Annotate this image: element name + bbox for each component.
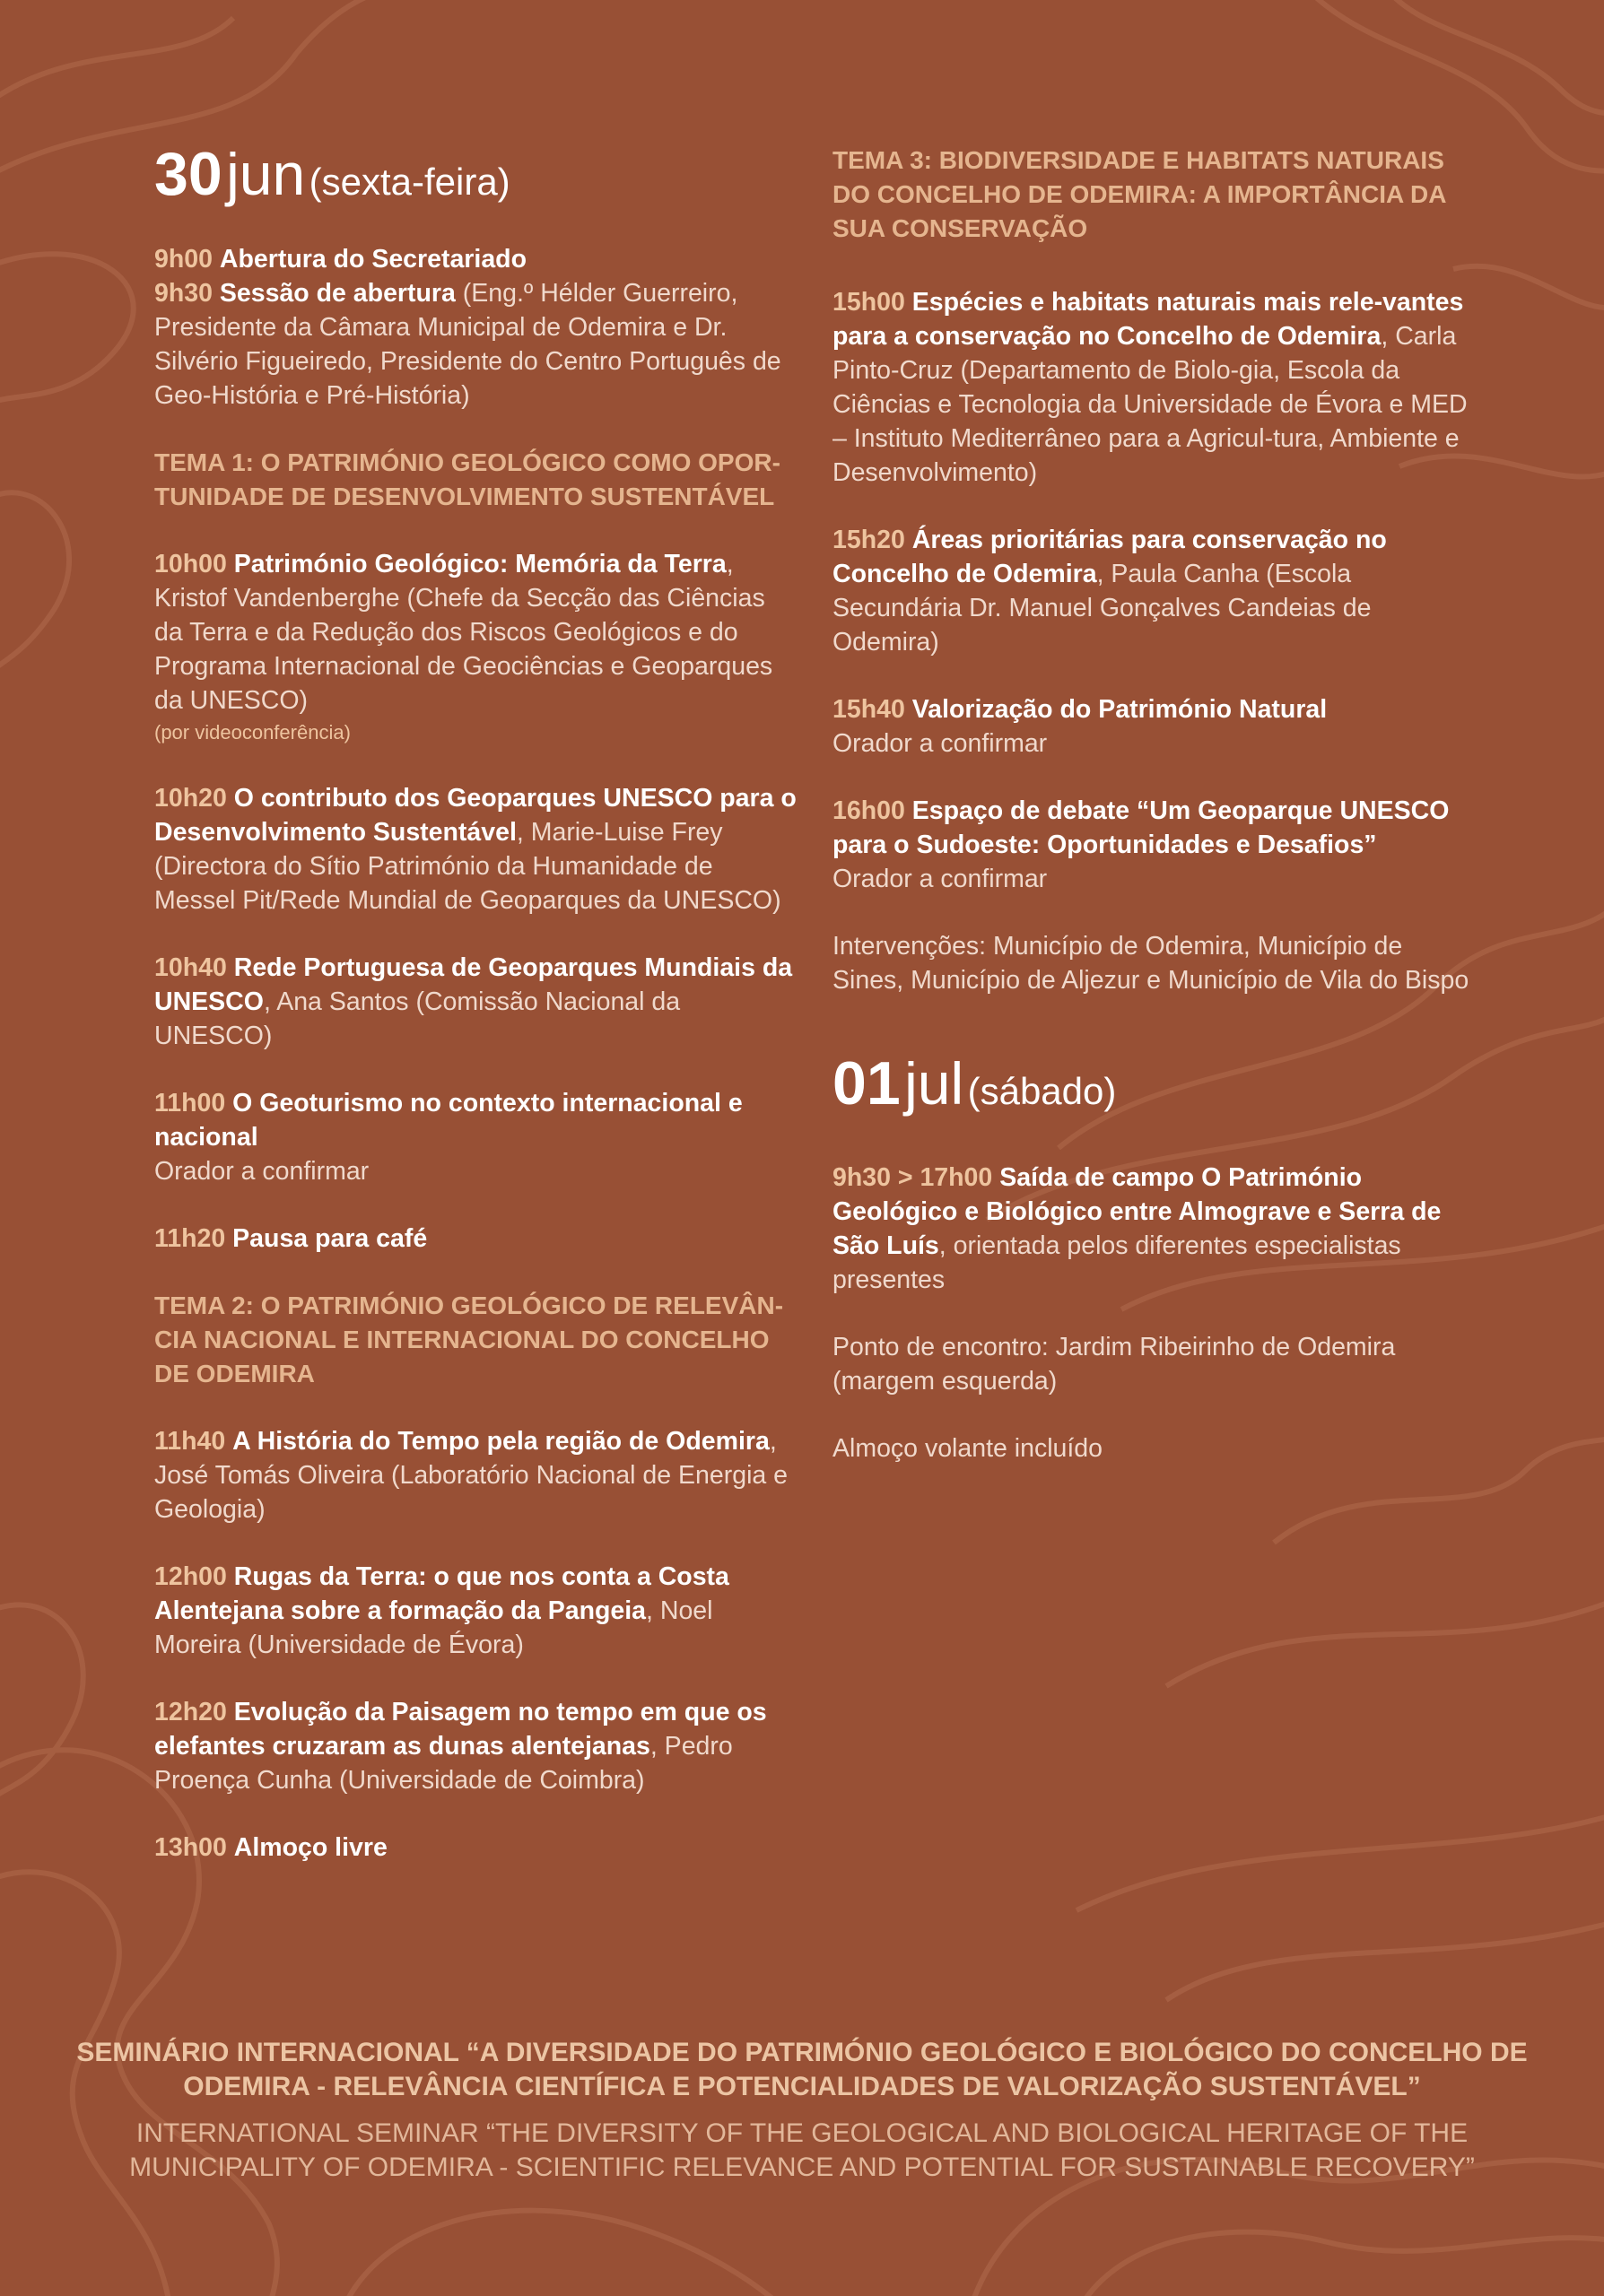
item-time: 9h30 — [154, 279, 213, 308]
item-speaker: , Paula Canha (Escola Secundária Dr. Manuel Gonçalves Candeias de Odemira) — [833, 560, 1372, 657]
schedule-item — [154, 1831, 800, 1865]
item-speaker: , Noel Moreira (Universidade de Évora) — [154, 1596, 713, 1659]
item-time: 15h20 — [833, 526, 905, 554]
item-time: 11h00 — [154, 1089, 226, 1118]
interventions-list: Município de Odemira, Município de Sines, Município de Aljezur e Município de Vila do Bispo — [833, 932, 1469, 995]
item-speaker: , Pedro Proença Cunha (Universidade de Coimbra) — [154, 1732, 733, 1795]
item-title: Espécies e habitats naturais mais rele-vantes para a conservação no Concelho de Odemira — [833, 288, 1464, 351]
day2-weekday: (sábado) — [967, 1070, 1117, 1112]
item-speaker: , Marie-Luise Frey (Directora do Sítio Património da Humanidade de Messel Pit/Rede Mundial de Geoparques da UNESCO) — [154, 818, 781, 915]
schedule-item — [154, 1695, 800, 1797]
item-title: Sessão de abertura — [219, 279, 456, 308]
schedule-item — [154, 951, 800, 1053]
schedule-item — [154, 1222, 800, 1256]
item-speaker: , Ana Santos (Comissão Nacional da UNESCO) — [154, 987, 681, 1050]
item-title: Evolução da Paisagem no tempo em que os elefantes cruzaram as dunas alentejanas — [154, 1698, 767, 1761]
meeting-point-label: Ponto de encontro: — [833, 1333, 1049, 1361]
item-title: Pausa para café — [232, 1224, 428, 1253]
item-time: 9h00 — [154, 245, 213, 274]
theme-heading: TEMA 3: BIODIVERSIDADE E HABITATS NATURAIS DO CONCELHO DE ODEMIRA: A IMPORTÂNCIA DA SUA CONSERVAÇÃO — [833, 146, 1446, 242]
item-speaker: , Kristof Vandenberghe (Chefe da Secção das Ciências da Terra e da Redução dos Riscos Geológicos e do Programa Internacional de Geociências e Geoparques da UNESCO) — [154, 550, 773, 715]
item-speaker: , orientada pelos diferentes especialistas presentes — [833, 1231, 1401, 1294]
item-title: A História do Tempo pela região de Odemira — [232, 1427, 770, 1456]
item-title: O Geoturismo no contexto internacional e nacional — [154, 1089, 743, 1152]
day1-weekday: (sexta-feira) — [309, 161, 510, 203]
lunch-note-text: Almoço volante incluído — [833, 1434, 1103, 1463]
item-speaker: (Eng.º Hélder Guerreiro, Presidente da Câmara Municipal de Odemira e Dr. Silvério Figueiredo, Presidente do Centro Português de Geo-História e Pré-História) — [154, 279, 781, 410]
day2-date: 01 — [833, 1049, 901, 1118]
item-time: 10h40 — [154, 953, 227, 982]
day1-date: 30 — [154, 140, 222, 208]
interventions-label: Intervenções: — [833, 932, 987, 961]
theme-heading: TEMA 2: O PATRIMÓNIO GEOLÓGICO DE RELEVÂN-CIA NACIONAL E INTERNACIONAL DO CONCELHO DE ODEMIRA — [154, 1292, 784, 1387]
item-time: 11h20 — [154, 1224, 226, 1253]
item-time: 10h00 — [154, 550, 227, 578]
meeting-point-value: Jardim Ribeirinho de Odemira (margem esquerda) — [833, 1333, 1396, 1396]
item-speaker: Orador a confirmar — [833, 865, 1048, 893]
day2-month: jul — [904, 1050, 964, 1117]
item-title: Património Geológico: Memória da Terra — [233, 550, 727, 578]
item-title: O contributo dos Geoparques UNESCO para o Desenvolvimento Sustentável — [154, 784, 797, 847]
lunch-note — [833, 1431, 1478, 1465]
seminar-title-en: INTERNATIONAL SEMINAR “THE DIVERSITY OF THE GEOLOGICAL AND BIOLOGICAL HERITAGE OF THE MUNICIPALITY OF ODEMIRA - SCIENTIFIC RELEVANCE AND POTENTIAL FOR SUSTAINABLE RECOVERY” — [129, 2118, 1475, 2182]
item-title: Abertura do Secretariado — [219, 245, 527, 274]
schedule-item — [833, 285, 1478, 490]
right-column — [833, 144, 1478, 1499]
item-note: (por videoconferência) — [154, 721, 351, 744]
interventions — [833, 929, 1478, 997]
seminar-footer — [54, 2036, 1550, 2185]
item-time: 11h40 — [154, 1427, 226, 1456]
item-title: Rugas da Terra: o que nos conta a Costa Alentejana sobre a formação da Pangeia — [154, 1562, 729, 1625]
item-speaker: Orador a confirmar — [833, 729, 1048, 758]
schedule-item — [154, 1086, 800, 1188]
schedule-item — [833, 692, 1478, 761]
item-speaker: , Carla Pinto-Cruz (Departamento de Biolo-gia, Escola da Ciências e Tecnologia da Universidade de Évora e MED – Instituto Mediterrâneo para a Agricul-tura, Ambiente e Desenvolvimento) — [833, 322, 1468, 487]
item-time: 12h20 — [154, 1698, 227, 1726]
item-title: Espaço de debate “Um Geoparque UNESCO para o Sudoeste: Oportunidades e Desafios” — [833, 796, 1450, 859]
item-title: Almoço livre — [233, 1833, 388, 1862]
schedule-item — [154, 547, 800, 748]
item-time: 9h30 > 17h00 — [833, 1163, 993, 1192]
day1-column — [154, 140, 800, 1898]
schedule-item — [154, 781, 800, 918]
item-speaker: , José Tomás Oliveira (Laboratório Nacional de Energia e Geologia) — [154, 1427, 789, 1524]
day1-heading — [154, 140, 800, 208]
item-time: 16h00 — [833, 796, 905, 825]
item-title: Rede Portuguesa de Geoparques Mundiais da UNESCO — [154, 953, 793, 1016]
theme-heading: TEMA 1: O PATRIMÓNIO GEOLÓGICO COMO OPOR-TUNIDADE DE DESENVOLVIMENTO SUSTENTÁVEL — [154, 448, 780, 510]
item-title: Valorização do Património Natural — [911, 695, 1328, 724]
item-time: 15h40 — [833, 695, 905, 724]
item-time: 12h00 — [154, 1562, 227, 1591]
item-time: 10h20 — [154, 784, 227, 813]
item-time: 13h00 — [154, 1833, 227, 1862]
schedule-item — [833, 1161, 1478, 1297]
schedule-item — [154, 1424, 800, 1526]
schedule-item — [154, 242, 800, 413]
day2-heading — [833, 1049, 1478, 1118]
day1-month: jun — [226, 141, 306, 207]
schedule-item — [154, 1560, 800, 1662]
item-title: Áreas prioritárias para conservação no Concelho de Odemira — [833, 526, 1387, 588]
item-time: 15h00 — [833, 288, 905, 317]
schedule-item — [833, 523, 1478, 659]
item-title: Saída de campo O Património Geológico e Biológico entre Almograve e Serra de São Luís — [833, 1163, 1442, 1260]
seminar-title-pt: SEMINÁRIO INTERNACIONAL “A DIVERSIDADE DO PATRIMÓNIO GEOLÓGICO E BIOLÓGICO DO CONCELHO DE ODEMIRA - RELEVÂNCIA CIENTÍFICA E POTENCIALIDADES DE VALORIZAÇÃO SUSTENTÁVEL” — [76, 2038, 1528, 2101]
schedule-item — [833, 794, 1478, 896]
meeting-point — [833, 1330, 1478, 1398]
item-speaker: Orador a confirmar — [154, 1157, 370, 1186]
